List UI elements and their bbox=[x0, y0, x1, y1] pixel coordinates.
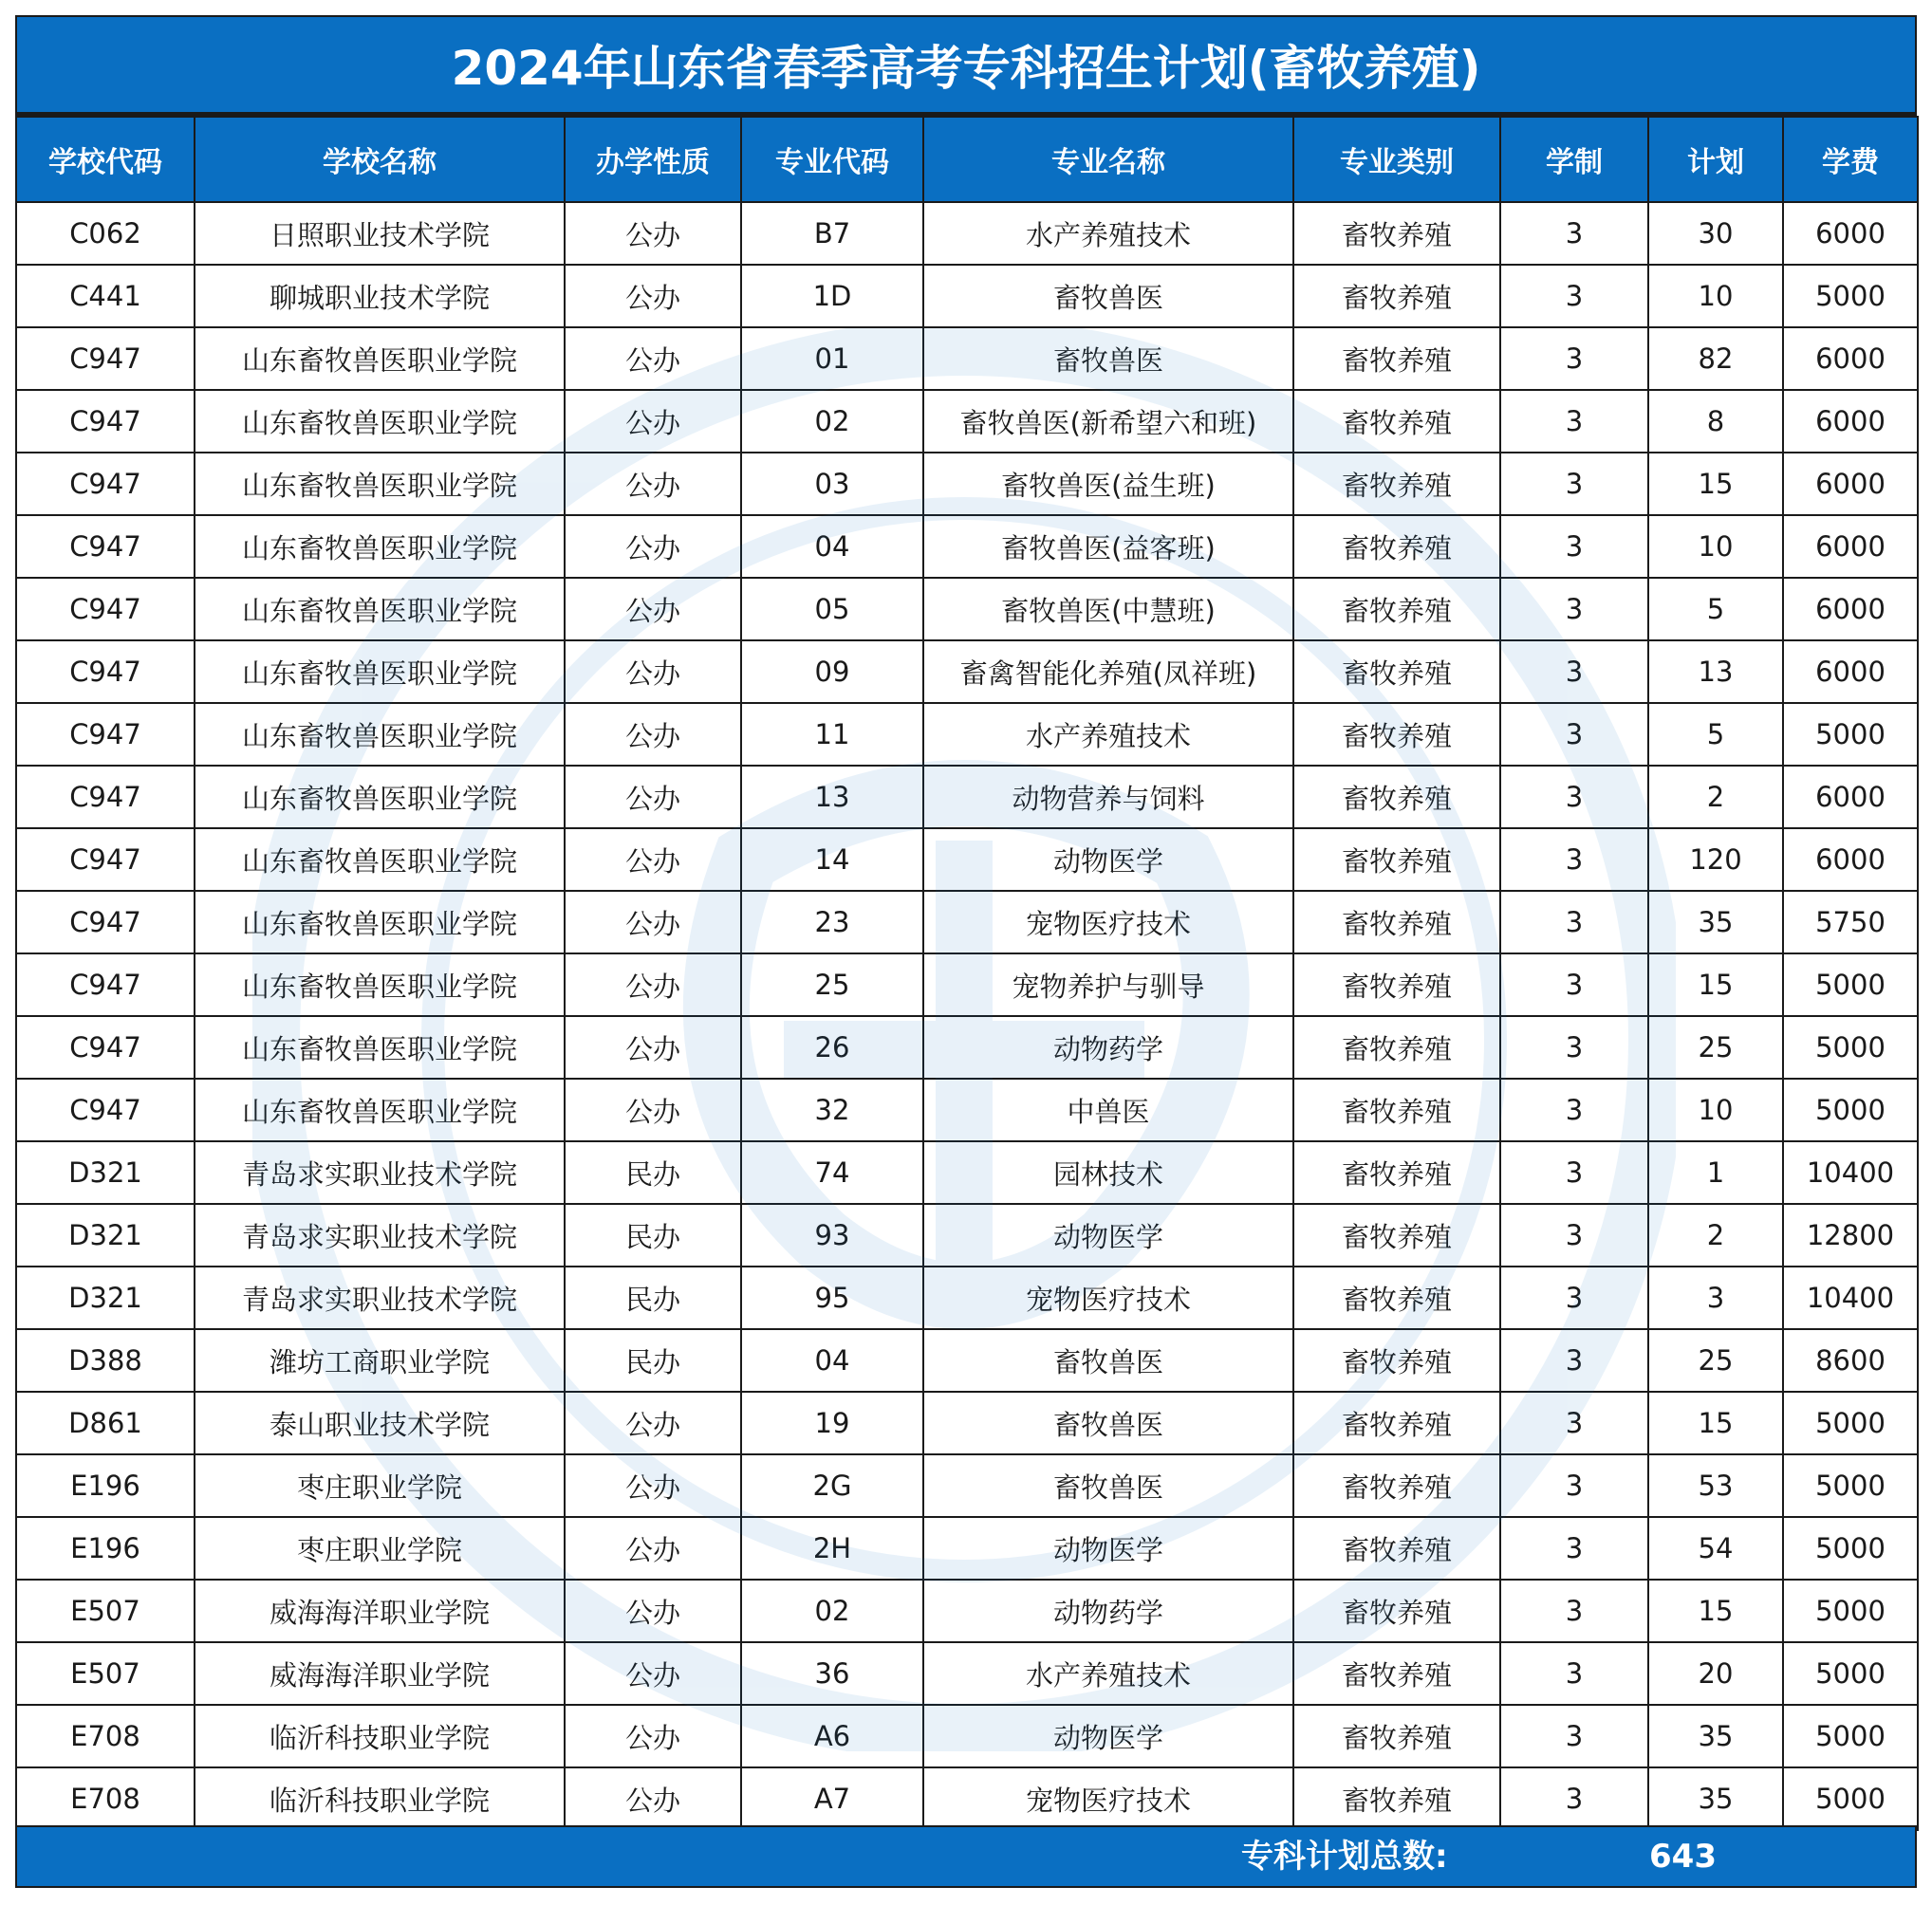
cell-tuition: 5000 bbox=[1783, 1705, 1918, 1767]
cell-duration: 3 bbox=[1500, 1204, 1648, 1267]
cell-tuition: 5000 bbox=[1783, 1642, 1918, 1705]
cell-school-type: 公办 bbox=[565, 453, 741, 515]
cell-school-type: 公办 bbox=[565, 953, 741, 1016]
cell-plan-count: 120 bbox=[1648, 828, 1783, 891]
cell-tuition: 6000 bbox=[1783, 766, 1918, 828]
cell-major-code: 11 bbox=[741, 703, 923, 766]
cell-tuition: 5000 bbox=[1783, 1079, 1918, 1141]
cell-plan-count: 13 bbox=[1648, 640, 1783, 703]
cell-school-type: 公办 bbox=[565, 390, 741, 453]
sheet-title: 2024年山东省春季高考专科招生计划(畜牧养殖) bbox=[15, 15, 1917, 116]
table-row bbox=[16, 515, 1918, 578]
cell-school-code: C947 bbox=[16, 828, 195, 891]
cell-major-code: A6 bbox=[741, 1705, 923, 1767]
cell-school-code: C947 bbox=[16, 703, 195, 766]
cell-school-name: 青岛求实职业技术学院 bbox=[195, 1267, 565, 1329]
cell-major-code: 2G bbox=[741, 1454, 923, 1517]
table-row bbox=[16, 1016, 1918, 1079]
cell-school-code: E507 bbox=[16, 1580, 195, 1642]
cell-plan-count: 15 bbox=[1648, 453, 1783, 515]
cell-tuition: 5750 bbox=[1783, 891, 1918, 953]
cell-school-type: 公办 bbox=[565, 1392, 741, 1454]
cell-major-name: 动物药学 bbox=[923, 1016, 1293, 1079]
cell-major-category: 畜牧养殖 bbox=[1293, 640, 1500, 703]
table-row bbox=[16, 1517, 1918, 1580]
cell-major-code: 93 bbox=[741, 1204, 923, 1267]
cell-major-name: 宠物医疗技术 bbox=[923, 891, 1293, 953]
cell-major-category: 畜牧养殖 bbox=[1293, 515, 1500, 578]
cell-major-name: 园林技术 bbox=[923, 1141, 1293, 1204]
cell-school-name: 聊城职业技术学院 bbox=[195, 265, 565, 327]
cell-school-type: 公办 bbox=[565, 828, 741, 891]
cell-major-code: 01 bbox=[741, 327, 923, 390]
table-row bbox=[16, 1767, 1918, 1830]
cell-major-category: 畜牧养殖 bbox=[1293, 1767, 1500, 1830]
cell-major-category: 畜牧养殖 bbox=[1293, 453, 1500, 515]
cell-school-name: 临沂科技职业学院 bbox=[195, 1705, 565, 1767]
cell-duration: 3 bbox=[1500, 1267, 1648, 1329]
cell-tuition: 5000 bbox=[1783, 1392, 1918, 1454]
table-row bbox=[16, 1642, 1918, 1705]
cell-school-type: 公办 bbox=[565, 1454, 741, 1517]
cell-school-code: C947 bbox=[16, 453, 195, 515]
cell-plan-count: 20 bbox=[1648, 1642, 1783, 1705]
cell-tuition: 6000 bbox=[1783, 578, 1918, 640]
cell-major-code: 23 bbox=[741, 891, 923, 953]
column-header-tuition: 学费 bbox=[1783, 117, 1918, 202]
cell-major-code: 04 bbox=[741, 515, 923, 578]
cell-duration: 3 bbox=[1500, 703, 1648, 766]
table-row bbox=[16, 766, 1918, 828]
column-header-school-name: 学校名称 bbox=[195, 117, 565, 202]
cell-plan-count: 2 bbox=[1648, 1204, 1783, 1267]
cell-school-code: D321 bbox=[16, 1267, 195, 1329]
cell-major-name: 动物医学 bbox=[923, 828, 1293, 891]
cell-school-name: 山东畜牧兽医职业学院 bbox=[195, 327, 565, 390]
cell-duration: 3 bbox=[1500, 1705, 1648, 1767]
cell-plan-count: 25 bbox=[1648, 1016, 1783, 1079]
table-row bbox=[16, 265, 1918, 327]
cell-school-code: C947 bbox=[16, 766, 195, 828]
column-header-major-name: 专业名称 bbox=[923, 117, 1293, 202]
cell-school-type: 公办 bbox=[565, 891, 741, 953]
cell-duration: 3 bbox=[1500, 828, 1648, 891]
cell-plan-count: 15 bbox=[1648, 1392, 1783, 1454]
column-header-major-category: 专业类别 bbox=[1293, 117, 1500, 202]
cell-school-type: 民办 bbox=[565, 1141, 741, 1204]
cell-school-name: 山东畜牧兽医职业学院 bbox=[195, 453, 565, 515]
cell-major-category: 畜牧养殖 bbox=[1293, 1454, 1500, 1517]
cell-tuition: 10400 bbox=[1783, 1267, 1918, 1329]
cell-duration: 3 bbox=[1500, 1392, 1648, 1454]
cell-school-code: C947 bbox=[16, 327, 195, 390]
table-row bbox=[16, 703, 1918, 766]
cell-duration: 3 bbox=[1500, 1079, 1648, 1141]
cell-major-name: 动物医学 bbox=[923, 1705, 1293, 1767]
cell-duration: 3 bbox=[1500, 891, 1648, 953]
cell-school-code: C947 bbox=[16, 578, 195, 640]
cell-school-type: 公办 bbox=[565, 265, 741, 327]
cell-tuition: 6000 bbox=[1783, 327, 1918, 390]
cell-duration: 3 bbox=[1500, 1016, 1648, 1079]
cell-major-category: 畜牧养殖 bbox=[1293, 1267, 1500, 1329]
cell-school-name: 山东畜牧兽医职业学院 bbox=[195, 766, 565, 828]
cell-school-code: E708 bbox=[16, 1705, 195, 1767]
cell-major-category: 畜牧养殖 bbox=[1293, 327, 1500, 390]
cell-major-category: 畜牧养殖 bbox=[1293, 1642, 1500, 1705]
cell-tuition: 6000 bbox=[1783, 640, 1918, 703]
cell-duration: 3 bbox=[1500, 202, 1648, 265]
cell-school-type: 公办 bbox=[565, 1580, 741, 1642]
table-row bbox=[16, 1392, 1918, 1454]
cell-major-category: 畜牧养殖 bbox=[1293, 1392, 1500, 1454]
cell-school-type: 公办 bbox=[565, 578, 741, 640]
cell-duration: 3 bbox=[1500, 515, 1648, 578]
cell-duration: 3 bbox=[1500, 390, 1648, 453]
cell-school-name: 山东畜牧兽医职业学院 bbox=[195, 515, 565, 578]
cell-major-name: 畜牧兽医 bbox=[923, 1392, 1293, 1454]
cell-school-type: 公办 bbox=[565, 1767, 741, 1830]
cell-duration: 3 bbox=[1500, 1642, 1648, 1705]
cell-school-name: 潍坊工商职业学院 bbox=[195, 1329, 565, 1392]
column-header-major-code: 专业代码 bbox=[741, 117, 923, 202]
cell-school-type: 民办 bbox=[565, 1204, 741, 1267]
cell-major-name: 畜牧兽医 bbox=[923, 327, 1293, 390]
cell-school-type: 公办 bbox=[565, 515, 741, 578]
table-row bbox=[16, 828, 1918, 891]
column-header-plan-count: 计划 bbox=[1648, 117, 1783, 202]
cell-school-name: 威海海洋职业学院 bbox=[195, 1642, 565, 1705]
cell-tuition: 6000 bbox=[1783, 202, 1918, 265]
cell-plan-count: 25 bbox=[1648, 1329, 1783, 1392]
cell-duration: 3 bbox=[1500, 453, 1648, 515]
cell-major-code: 14 bbox=[741, 828, 923, 891]
cell-major-code: 13 bbox=[741, 766, 923, 828]
cell-major-code: B7 bbox=[741, 202, 923, 265]
table-row bbox=[16, 891, 1918, 953]
cell-major-category: 畜牧养殖 bbox=[1293, 766, 1500, 828]
cell-school-code: D321 bbox=[16, 1141, 195, 1204]
cell-major-name: 水产养殖技术 bbox=[923, 1642, 1293, 1705]
total-label: 专科计划总数: bbox=[1241, 1838, 1448, 1876]
cell-major-category: 畜牧养殖 bbox=[1293, 1079, 1500, 1141]
cell-major-category: 畜牧养殖 bbox=[1293, 390, 1500, 453]
cell-school-code: E196 bbox=[16, 1517, 195, 1580]
cell-tuition: 6000 bbox=[1783, 515, 1918, 578]
cell-school-code: E196 bbox=[16, 1454, 195, 1517]
cell-major-name: 水产养殖技术 bbox=[923, 703, 1293, 766]
cell-plan-count: 53 bbox=[1648, 1454, 1783, 1517]
cell-plan-count: 5 bbox=[1648, 578, 1783, 640]
cell-major-code: 25 bbox=[741, 953, 923, 1016]
cell-school-code: C947 bbox=[16, 1016, 195, 1079]
cell-school-name: 山东畜牧兽医职业学院 bbox=[195, 891, 565, 953]
cell-duration: 3 bbox=[1500, 640, 1648, 703]
cell-tuition: 12800 bbox=[1783, 1204, 1918, 1267]
enrollment-table bbox=[15, 116, 1919, 1831]
cell-plan-count: 10 bbox=[1648, 515, 1783, 578]
cell-plan-count: 35 bbox=[1648, 1767, 1783, 1830]
cell-school-name: 山东畜牧兽医职业学院 bbox=[195, 703, 565, 766]
cell-school-type: 公办 bbox=[565, 703, 741, 766]
cell-major-name: 水产养殖技术 bbox=[923, 202, 1293, 265]
cell-school-code: C947 bbox=[16, 640, 195, 703]
cell-major-code: 03 bbox=[741, 453, 923, 515]
cell-major-name: 宠物医疗技术 bbox=[923, 1267, 1293, 1329]
cell-school-code: D861 bbox=[16, 1392, 195, 1454]
cell-tuition: 6000 bbox=[1783, 390, 1918, 453]
cell-major-name: 畜牧兽医(中慧班) bbox=[923, 578, 1293, 640]
cell-tuition: 5000 bbox=[1783, 1767, 1918, 1830]
cell-tuition: 10400 bbox=[1783, 1141, 1918, 1204]
table-body bbox=[16, 202, 1918, 1830]
cell-major-name: 畜牧兽医 bbox=[923, 1329, 1293, 1392]
cell-school-code: C947 bbox=[16, 1079, 195, 1141]
cell-major-name: 动物药学 bbox=[923, 1580, 1293, 1642]
cell-tuition: 5000 bbox=[1783, 1016, 1918, 1079]
cell-plan-count: 35 bbox=[1648, 891, 1783, 953]
cell-school-name: 山东畜牧兽医职业学院 bbox=[195, 578, 565, 640]
table-row bbox=[16, 1267, 1918, 1329]
cell-major-code: 19 bbox=[741, 1392, 923, 1454]
cell-school-type: 公办 bbox=[565, 1642, 741, 1705]
cell-duration: 3 bbox=[1500, 1454, 1648, 1517]
cell-school-name: 威海海洋职业学院 bbox=[195, 1580, 565, 1642]
cell-major-code: 26 bbox=[741, 1016, 923, 1079]
cell-plan-count: 2 bbox=[1648, 766, 1783, 828]
cell-school-type: 民办 bbox=[565, 1329, 741, 1392]
enrollment-sheet bbox=[15, 15, 1917, 1890]
cell-tuition: 6000 bbox=[1783, 453, 1918, 515]
cell-major-name: 畜牧兽医(益生班) bbox=[923, 453, 1293, 515]
cell-school-type: 公办 bbox=[565, 640, 741, 703]
cell-major-name: 中兽医 bbox=[923, 1079, 1293, 1141]
cell-plan-count: 8 bbox=[1648, 390, 1783, 453]
cell-major-category: 畜牧养殖 bbox=[1293, 1580, 1500, 1642]
cell-school-name: 临沂科技职业学院 bbox=[195, 1767, 565, 1830]
cell-school-type: 公办 bbox=[565, 202, 741, 265]
table-row bbox=[16, 953, 1918, 1016]
table-row bbox=[16, 640, 1918, 703]
cell-plan-count: 3 bbox=[1648, 1267, 1783, 1329]
cell-plan-count: 35 bbox=[1648, 1705, 1783, 1767]
cell-tuition: 5000 bbox=[1783, 1454, 1918, 1517]
cell-school-type: 公办 bbox=[565, 1016, 741, 1079]
cell-duration: 3 bbox=[1500, 1580, 1648, 1642]
cell-school-name: 枣庄职业学院 bbox=[195, 1454, 565, 1517]
cell-plan-count: 82 bbox=[1648, 327, 1783, 390]
cell-major-category: 畜牧养殖 bbox=[1293, 1329, 1500, 1392]
column-header-duration: 学制 bbox=[1500, 117, 1648, 202]
cell-plan-count: 10 bbox=[1648, 265, 1783, 327]
header-row bbox=[16, 117, 1918, 202]
cell-school-type: 民办 bbox=[565, 1267, 741, 1329]
cell-school-code: C062 bbox=[16, 202, 195, 265]
cell-school-name: 山东畜牧兽医职业学院 bbox=[195, 640, 565, 703]
cell-tuition: 6000 bbox=[1783, 828, 1918, 891]
cell-duration: 3 bbox=[1500, 1141, 1648, 1204]
cell-school-name: 枣庄职业学院 bbox=[195, 1517, 565, 1580]
cell-school-name: 青岛求实职业技术学院 bbox=[195, 1141, 565, 1204]
cell-plan-count: 30 bbox=[1648, 202, 1783, 265]
cell-major-category: 畜牧养殖 bbox=[1293, 1141, 1500, 1204]
cell-school-code: C441 bbox=[16, 265, 195, 327]
cell-duration: 3 bbox=[1500, 1517, 1648, 1580]
cell-major-name: 畜牧兽医(益客班) bbox=[923, 515, 1293, 578]
cell-school-name: 山东畜牧兽医职业学院 bbox=[195, 390, 565, 453]
cell-school-type: 公办 bbox=[565, 1705, 741, 1767]
cell-duration: 3 bbox=[1500, 1329, 1648, 1392]
cell-major-code: 05 bbox=[741, 578, 923, 640]
table-row bbox=[16, 1580, 1918, 1642]
table-row bbox=[16, 1079, 1918, 1141]
cell-tuition: 5000 bbox=[1783, 953, 1918, 1016]
cell-major-code: A7 bbox=[741, 1767, 923, 1830]
cell-school-name: 山东畜牧兽医职业学院 bbox=[195, 828, 565, 891]
cell-tuition: 5000 bbox=[1783, 1580, 1918, 1642]
table-row bbox=[16, 1329, 1918, 1392]
cell-major-name: 宠物医疗技术 bbox=[923, 1767, 1293, 1830]
cell-major-name: 畜牧兽医 bbox=[923, 1454, 1293, 1517]
cell-plan-count: 5 bbox=[1648, 703, 1783, 766]
cell-school-code: C947 bbox=[16, 891, 195, 953]
cell-tuition: 8600 bbox=[1783, 1329, 1918, 1392]
cell-school-name: 山东畜牧兽医职业学院 bbox=[195, 953, 565, 1016]
cell-major-category: 畜牧养殖 bbox=[1293, 703, 1500, 766]
cell-plan-count: 10 bbox=[1648, 1079, 1783, 1141]
cell-major-name: 动物医学 bbox=[923, 1517, 1293, 1580]
cell-major-code: 32 bbox=[741, 1079, 923, 1141]
cell-plan-count: 15 bbox=[1648, 1580, 1783, 1642]
table-row bbox=[16, 578, 1918, 640]
cell-school-name: 泰山职业技术学院 bbox=[195, 1392, 565, 1454]
column-header-school-code: 学校代码 bbox=[16, 117, 195, 202]
cell-major-name: 畜牧兽医 bbox=[923, 265, 1293, 327]
cell-major-category: 畜牧养殖 bbox=[1293, 1705, 1500, 1767]
cell-major-category: 畜牧养殖 bbox=[1293, 891, 1500, 953]
cell-school-code: E708 bbox=[16, 1767, 195, 1830]
cell-school-code: C947 bbox=[16, 515, 195, 578]
cell-major-category: 畜牧养殖 bbox=[1293, 1517, 1500, 1580]
cell-major-category: 畜牧养殖 bbox=[1293, 265, 1500, 327]
cell-school-type: 公办 bbox=[565, 1517, 741, 1580]
cell-major-code: 02 bbox=[741, 1580, 923, 1642]
cell-school-name: 日照职业技术学院 bbox=[195, 202, 565, 265]
cell-duration: 3 bbox=[1500, 766, 1648, 828]
cell-major-category: 畜牧养殖 bbox=[1293, 202, 1500, 265]
cell-duration: 3 bbox=[1500, 1767, 1648, 1830]
cell-school-code: E507 bbox=[16, 1642, 195, 1705]
table-row bbox=[16, 1141, 1918, 1204]
cell-school-type: 公办 bbox=[565, 1079, 741, 1141]
cell-major-code: 2H bbox=[741, 1517, 923, 1580]
cell-major-name: 宠物养护与驯导 bbox=[923, 953, 1293, 1016]
cell-major-category: 畜牧养殖 bbox=[1293, 1204, 1500, 1267]
table-row bbox=[16, 390, 1918, 453]
table-row bbox=[16, 202, 1918, 265]
cell-school-type: 公办 bbox=[565, 327, 741, 390]
column-header-school-type: 办学性质 bbox=[565, 117, 741, 202]
cell-school-name: 山东畜牧兽医职业学院 bbox=[195, 1079, 565, 1141]
table-row bbox=[16, 1204, 1918, 1267]
cell-major-code: 09 bbox=[741, 640, 923, 703]
cell-major-code: 04 bbox=[741, 1329, 923, 1392]
cell-school-name: 青岛求实职业技术学院 bbox=[195, 1204, 565, 1267]
cell-major-code: 74 bbox=[741, 1141, 923, 1204]
cell-major-code: 36 bbox=[741, 1642, 923, 1705]
total-value: 643 bbox=[1649, 1838, 1717, 1876]
cell-tuition: 5000 bbox=[1783, 265, 1918, 327]
cell-major-category: 畜牧养殖 bbox=[1293, 578, 1500, 640]
cell-major-name: 畜牧兽医(新希望六和班) bbox=[923, 390, 1293, 453]
cell-school-code: C947 bbox=[16, 390, 195, 453]
total-row bbox=[15, 1825, 1917, 1888]
cell-duration: 3 bbox=[1500, 327, 1648, 390]
cell-plan-count: 54 bbox=[1648, 1517, 1783, 1580]
cell-duration: 3 bbox=[1500, 953, 1648, 1016]
cell-school-name: 山东畜牧兽医职业学院 bbox=[195, 1016, 565, 1079]
table-row bbox=[16, 453, 1918, 515]
cell-major-category: 畜牧养殖 bbox=[1293, 1016, 1500, 1079]
cell-duration: 3 bbox=[1500, 578, 1648, 640]
cell-school-type: 公办 bbox=[565, 766, 741, 828]
table-row bbox=[16, 327, 1918, 390]
cell-tuition: 5000 bbox=[1783, 1517, 1918, 1580]
cell-school-code: D321 bbox=[16, 1204, 195, 1267]
cell-major-name: 畜禽智能化养殖(凤祥班) bbox=[923, 640, 1293, 703]
cell-major-code: 1D bbox=[741, 265, 923, 327]
cell-school-code: C947 bbox=[16, 953, 195, 1016]
table-row bbox=[16, 1454, 1918, 1517]
cell-major-category: 畜牧养殖 bbox=[1293, 953, 1500, 1016]
cell-major-code: 95 bbox=[741, 1267, 923, 1329]
cell-duration: 3 bbox=[1500, 265, 1648, 327]
cell-major-category: 畜牧养殖 bbox=[1293, 828, 1500, 891]
cell-tuition: 5000 bbox=[1783, 703, 1918, 766]
cell-major-code: 02 bbox=[741, 390, 923, 453]
cell-major-name: 动物医学 bbox=[923, 1204, 1293, 1267]
cell-school-code: D388 bbox=[16, 1329, 195, 1392]
cell-plan-count: 15 bbox=[1648, 953, 1783, 1016]
table-row bbox=[16, 1705, 1918, 1767]
cell-plan-count: 1 bbox=[1648, 1141, 1783, 1204]
cell-major-name: 动物营养与饲料 bbox=[923, 766, 1293, 828]
